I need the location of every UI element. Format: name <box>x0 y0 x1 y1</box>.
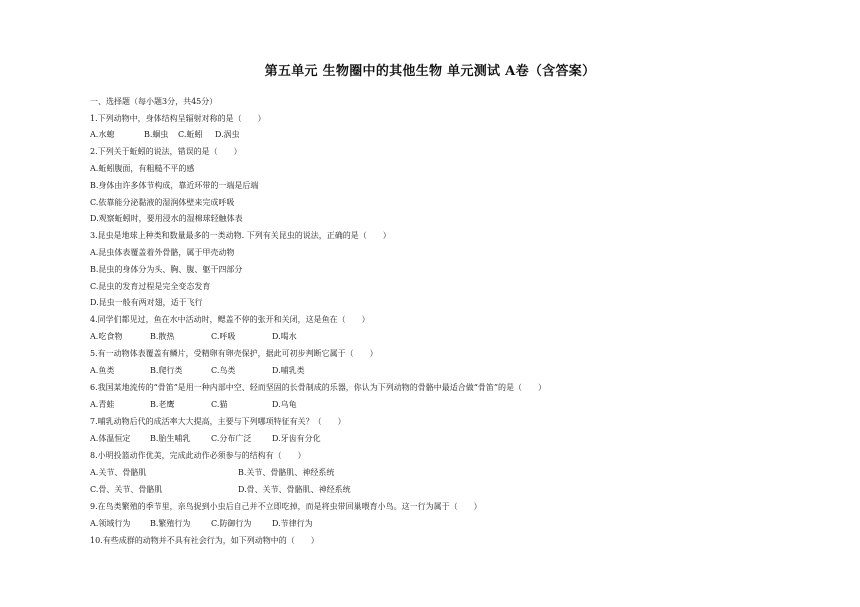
question-7-option-c: C.分布广泛 <box>211 434 252 443</box>
question-10-stem: 10.有些成群的动物并不具有社会行为，如下列动物中的（ ） <box>90 536 319 545</box>
question-5-option-b: B.爬行类 <box>150 366 183 375</box>
question-8-option-c: C.骨、关节、骨骼肌 <box>90 485 163 494</box>
question-4-stem: 4.同学们都见过，鱼在水中活动时，鳃盖不停的张开和关闭，这是鱼在（ ） <box>90 315 370 324</box>
question-3-option-c: C.昆虫的发育过程是完全变态发育 <box>90 282 211 291</box>
question-7-option-a: A.体温恒定 <box>90 434 131 443</box>
question-2-option-b: B.身体由许多体节构成，靠近环带的一端是后端 <box>90 181 259 190</box>
question-9-option-d: D.节律行为 <box>272 519 313 528</box>
question-7-stem: 7.哺乳动物后代的成活率大大提高，主要与下列哪项特征有关？（ ） <box>90 417 346 426</box>
question-6-stem: 6.我国某地流传的“骨笛”是用一种内部中空、轻而坚固的长骨制成的乐器，你认为下列动物的骨骼中最适合做“骨笛”的是（ ） <box>90 383 546 392</box>
question-5-option-d: D.哺乳类 <box>272 366 305 375</box>
question-9-option-b: B.繁殖行为 <box>150 519 191 528</box>
question-9-option-c: C.防御行为 <box>211 519 252 528</box>
question-2-option-d: D.观察蚯蚓时，要用浸水的湿棉球轻触体表 <box>90 214 243 223</box>
question-3-option-a: A.昆虫体表覆盖着外骨骼，属于甲壳动物 <box>90 248 235 257</box>
question-6-option-d: D.乌龟 <box>272 400 297 409</box>
question-8-option-a: A.关节、骨骼肌 <box>90 468 147 477</box>
question-1-option-d: D.涡虫 <box>215 130 240 139</box>
document-title: 第五单元 生物圈中的其他生物 单元测试 A卷（含答案） <box>264 64 596 79</box>
question-8-option-d: D.骨、关节、骨骼肌、神经系统 <box>238 485 351 494</box>
question-1-option-a: A.水螅 <box>90 130 115 139</box>
question-6-option-c: C.猫 <box>211 400 228 409</box>
question-4-option-c: C.呼吸 <box>211 332 236 341</box>
question-9-option-a: A.领域行为 <box>90 519 131 528</box>
question-3-option-d: D.昆虫一般有两对翅，适于飞行 <box>90 298 203 307</box>
question-3-stem: 3.昆虫是地球上种类和数量最多的一类动物. 下列有关昆虫的说法，正确的是（ ） <box>90 231 391 240</box>
question-6-option-b: B.老鹰 <box>150 400 175 409</box>
question-2-stem: 2.下列关于蚯蚓的说法，错误的是（ ） <box>90 147 242 156</box>
question-1-option-c: C.蚯蚓 <box>178 130 203 139</box>
question-7-option-d: D.牙齿有分化 <box>272 434 321 443</box>
question-5-stem: 5.有一动物体表覆盖有鳞片，受精卵有卵壳保护，据此可初步判断它属于（ ） <box>90 349 378 358</box>
question-8-option-b: B.关节、骨骼肌、神经系统 <box>238 468 335 477</box>
question-1-stem: 1.下列动物中，身体结构呈辐射对称的是（ ） <box>90 114 266 123</box>
question-4-option-d: D.喝水 <box>272 332 297 341</box>
question-6-option-a: A.青蛙 <box>90 400 115 409</box>
question-3-option-b: B.昆虫的身体分为头、胸、腹、躯干四部分 <box>90 265 243 274</box>
question-4-option-a: A.吃食物 <box>90 332 123 341</box>
question-8-stem: 8.小明投篮动作优美，完成此动作必须参与的结构有（ ） <box>90 451 306 460</box>
question-2-option-c: C.依靠能分泌黏液的湿润体壁来完成呼吸 <box>90 198 235 207</box>
question-2-option-a: A.蚯蚓腹面，有粗糙不平的感 <box>90 164 195 173</box>
question-9-stem: 9.在鸟类繁殖的季节里，亲鸟捉到小虫后自己并不立即吃掉，而是将虫带回巢喂育小鸟。这一行为属于（ ） <box>90 502 482 511</box>
question-5-option-c: C.鸟类 <box>211 366 236 375</box>
question-5-option-a: A.鱼类 <box>90 366 115 375</box>
section-heading: 一、选择题（每小题3分，共45分） <box>90 97 218 106</box>
question-7-option-b: B.胎生哺乳 <box>150 434 191 443</box>
question-1-option-b: B.蛔虫 <box>144 130 169 139</box>
question-4-option-b: B.散热 <box>150 332 175 341</box>
